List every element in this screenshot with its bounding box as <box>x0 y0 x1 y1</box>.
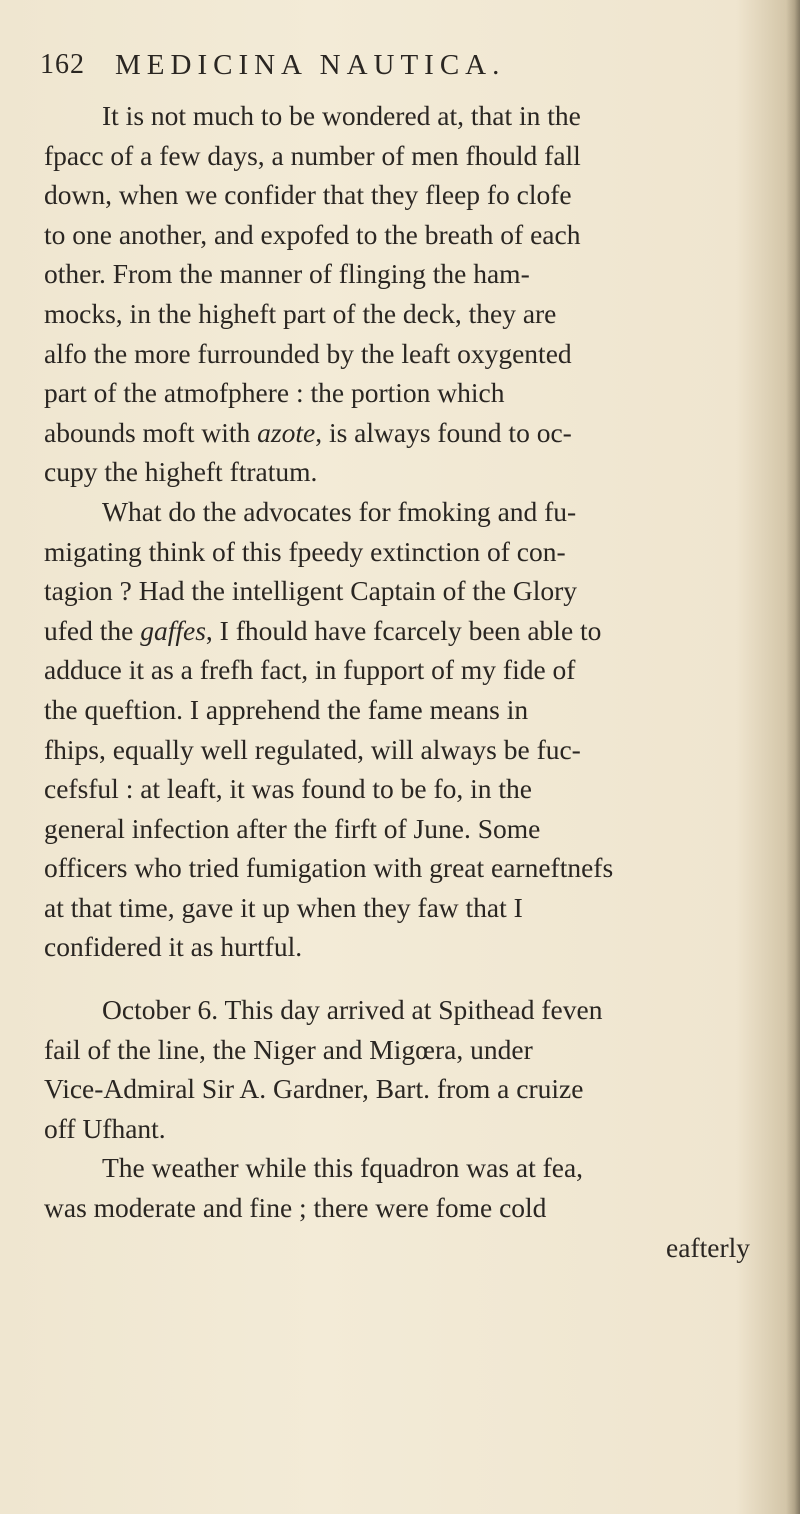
text-line: confidered it as hurtful. <box>44 931 303 963</box>
text-line: cupy the higheft ftratum. <box>44 456 318 488</box>
italic-word: azote <box>257 416 316 448</box>
catchword: eafterly <box>666 1231 750 1263</box>
text-line: was moderate and fine ; there were fome cold <box>44 1192 547 1224</box>
text-line: officers who tried fumigation with great earneftnefs <box>44 852 614 884</box>
page-edge-shadow <box>786 0 800 1514</box>
text-line: off Ufhant. <box>44 1112 166 1144</box>
italic-word: gaffes <box>140 614 206 646</box>
page-header <box>0 40 800 90</box>
page-number: 162 <box>40 49 85 80</box>
text-line: general infection after the firft of June. Some <box>44 812 541 844</box>
text-line: other. From the manner of flinging the ham- <box>44 258 530 290</box>
text-line: alfo the more furrounded by the leaft oxygented <box>44 337 572 369</box>
text-line: abounds moft with azote, is always found to oc- <box>44 416 572 448</box>
text-line: ufed the gaffes, I fhould have fcarcely been able to <box>44 614 602 646</box>
body-text <box>44 96 750 1267</box>
text-line: fhips, equally well regulated, will always be fuc- <box>44 733 581 765</box>
text-line: adduce it as a frefh fact, in fupport of my fide of <box>44 654 576 686</box>
text-line: down, when we confider that they fleep fo clofe <box>44 179 572 211</box>
text-line: the queftion. I apprehend the fame means in <box>44 693 529 725</box>
text-line: part of the atmofphere : the portion which <box>44 377 505 409</box>
text-line: The weather while this fquadron was at fea, <box>102 1152 584 1184</box>
text-line: October 6. This day arrived at Spithead feven <box>102 994 603 1026</box>
text-line: tagion ? Had the intelligent Captain of the Glory <box>44 575 578 607</box>
running-head: MEDICINA NAUTICA. <box>115 49 506 81</box>
text-line: fail of the line, the Niger and Migœra, under <box>44 1033 533 1065</box>
text-line: to one another, and expofed to the breath of each <box>44 218 581 250</box>
text-line: Vice-Admiral Sir A. Gardner, Bart. from a cruize <box>44 1073 584 1105</box>
text-line: cefsful : at leaft, it was found to be fo, in the <box>44 773 532 805</box>
text-line: mocks, in the higheft part of the deck, they are <box>44 297 557 329</box>
text-line: at that time, gave it up when they faw that I <box>44 891 523 923</box>
paragraph-gap <box>44 967 750 990</box>
text-line: What do the advocates for fmoking and fu- <box>102 495 577 527</box>
text-line: It is not much to be wondered at, that in the <box>102 100 581 131</box>
text-line: migating think of this fpeedy extinction of con- <box>44 535 566 567</box>
text-line: fpacc of a few days, a number of men fhould fall <box>44 139 581 171</box>
